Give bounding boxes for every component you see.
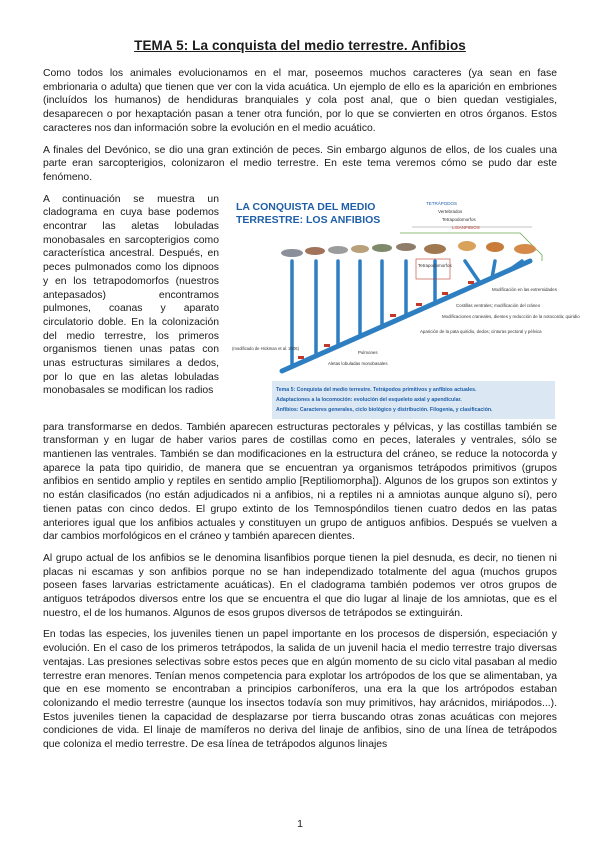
figure-heading-line1: LA CONQUISTA DEL MEDIO — [236, 200, 376, 213]
page-number: 1 — [297, 818, 303, 830]
caption-line-1: Tema 5: Conquista del medio terrestre. Tetrápodos primitivos y anfibios actuales. — [276, 386, 477, 393]
figure-credit: (modificado de Hickman et al. 2006) — [232, 345, 300, 351]
page-title: TEMA 5: La conquista del medio terrestre. Anfibios — [134, 38, 466, 53]
page — [43, 38, 580, 760]
caption-line-3: Anfibios: Caracteres generales, ciclo biológico y distribución. Filogenia, y clasificación. — [276, 406, 493, 413]
paragraph-cladogram-start: A continuación se muestra un cladograma en cuya base podemos encontrar las aletas lobuladas monobasales en sarcopterigios como característica ancestral. Después, en peces pulmonados como los dipnoos y en los tetrapodomorfos (nuestros antepasados) encontramos pulmones, coanas y aparato circulatorio doble. En la colonización del medio terrestre, los primeros organismos tienen unas patas con unas estructuras similares a dedos, por lo que en las aletas lobuladas monobasales se modifican los radios — [43, 193, 219, 397]
paragraph-lisanfibios: Al grupo actual de los anfibios se le denomina lisanfibios porque tienen la piel desnuda, es decir, no tienen ni placas ni escamas y son anfibios porque no se han independizado totalmente del agua (muchos grupos poseen fases larvarias estrictamente acuáticas). En el cladograma también podemos ver otros grupos de antiguos tetrápodos diversos entre los que se encuentra el que dio lugar al linaje de los amniotas, que es el nuestro, el de los humanos. Algunos de esos grupos diversos de tetrápodos se extinguirán. — [43, 552, 557, 619]
trait-label-3: Modificaciones craneales, dientes y reducción de la notocorda; quiridio — [442, 313, 580, 319]
trait-label-2: Costillas ventrales; modificación del cráneo — [456, 302, 541, 308]
paragraph-cladogram-continued: para transformarse en dedos. También aparecen estructuras pectorales y pélvicas, y las costillas también se transforman y en lugar de haber varios pares de costillas como en peces, laterales y ventrales, sólo se mantienen las ventrales. También se dan modificaciones en la estructura del cráneo, se reduce la notocorda y aparece la pata tipo quiridio, de manera que se encuentran ya organismos tetrápodos primitivos (grupos anfibios en sentido amplio y reptiles en sentido amplio [Reptiliomorpha]). Algunos de los grupos son extintos y no están clasificados (no están adjudicados ni a anfibios, ni a reptiles ni a amniotas aunque alguno sí), pero tienen patas con cinco dedos. El grupo extinto de los Temnospóndilos tienen cuatro dedos en las patas anteriores igual que los anfibios actuales y constituyen un grupo de antiguos anfibios. Después se vuelven a dar cambios morfológicos en el cráneo y también aparecen dientes. — [43, 421, 557, 543]
cladogram-figure — [230, 193, 580, 421]
bracket-label: Tetrapodomorfos — [418, 262, 452, 268]
left-column — [43, 193, 219, 399]
caption-line-2: Adaptaciones a la locomoción: evolución del esqueleto axial y apendicular. — [276, 396, 462, 403]
trait-label-1: Modificación en las extremidades — [492, 286, 557, 292]
group-label-tetrapodomorfos: Tetrapodomorfos — [442, 216, 476, 222]
figure-heading-line2: TERRESTRE: LOS ANFIBIOS — [236, 213, 381, 226]
cladogram-section — [43, 193, 580, 421]
trait-label-5: Pulmones — [358, 349, 378, 355]
group-label-vertebrados: Vertebrados — [438, 208, 463, 214]
cladogram-svg — [230, 193, 580, 421]
group-label-lisanfibios: LISANFIBIOS — [452, 224, 480, 230]
paragraph-intro: Como todos los animales evolucionamos en el mar, poseemos muchos caracteres (ya sean en fase embrionaria o adulta) que tienen que ver con la vida acuática. Un ejemplo de ello es la aparición en embriones (incluídos los humanos) de hendiduras branquiales y cola post anal, que o bien quedan vestigiales, desaparecen o por hexaptación pasan a tener otra función, por lo que se convierten en otros órganos. Estos caracteres nos dan información sobre la evolución en el medio acuático. — [43, 68, 557, 134]
paragraph-devonian: A finales del Devónico, se dio una gran extinción de peces. Sin embargo algunos de ellos, de los cuales una parte eran sarcopterigios, colonizaron el medio terrestre. En este tema veremos cómo se pudo dar este fenómeno. — [43, 144, 557, 183]
trait-label-4: Aparición de la pata quiridio, dedos; cinturas pectoral y pélvica — [420, 328, 542, 334]
paragraph-juveniles: En todas las especies, los juveniles tienen un papel importante en los procesos de dispersión, especiación y evolución. En el caso de los primeros tetrápodos, la salida de un juvenil hacia el medio terrestre trajo diversas ventajas. Las presiones selectivas sobre estos peces que en algún momento de su ciclo vital pasaban al medio terrestre eran menores. Tenían menos competencia para explotar los artrópodos de los que se alimentaban, ya que en ese momento se encontraban a principios carboníferos, una era la que los artrópodos estaban colonizando el medio terrestre (aunque los insectos todavía son muy primitivos, hay arácnidos, miriápodos...). Estos juveniles tienen la capacidad de desplazarse por tierra buscando otras zonas acuáticas con mejores condiciones de vida. El linaje de mamíferos no deriva del linaje de anfibios, sino de una línea de tetrápodos que coloniza el medio terrestre. De esa línea de tetrápodos algunos linajes — [43, 629, 557, 751]
group-label-tetrapodos: TETRÁPODOS — [426, 200, 458, 206]
trait-label-6: Aletas lobuladas monobasales — [328, 360, 388, 366]
